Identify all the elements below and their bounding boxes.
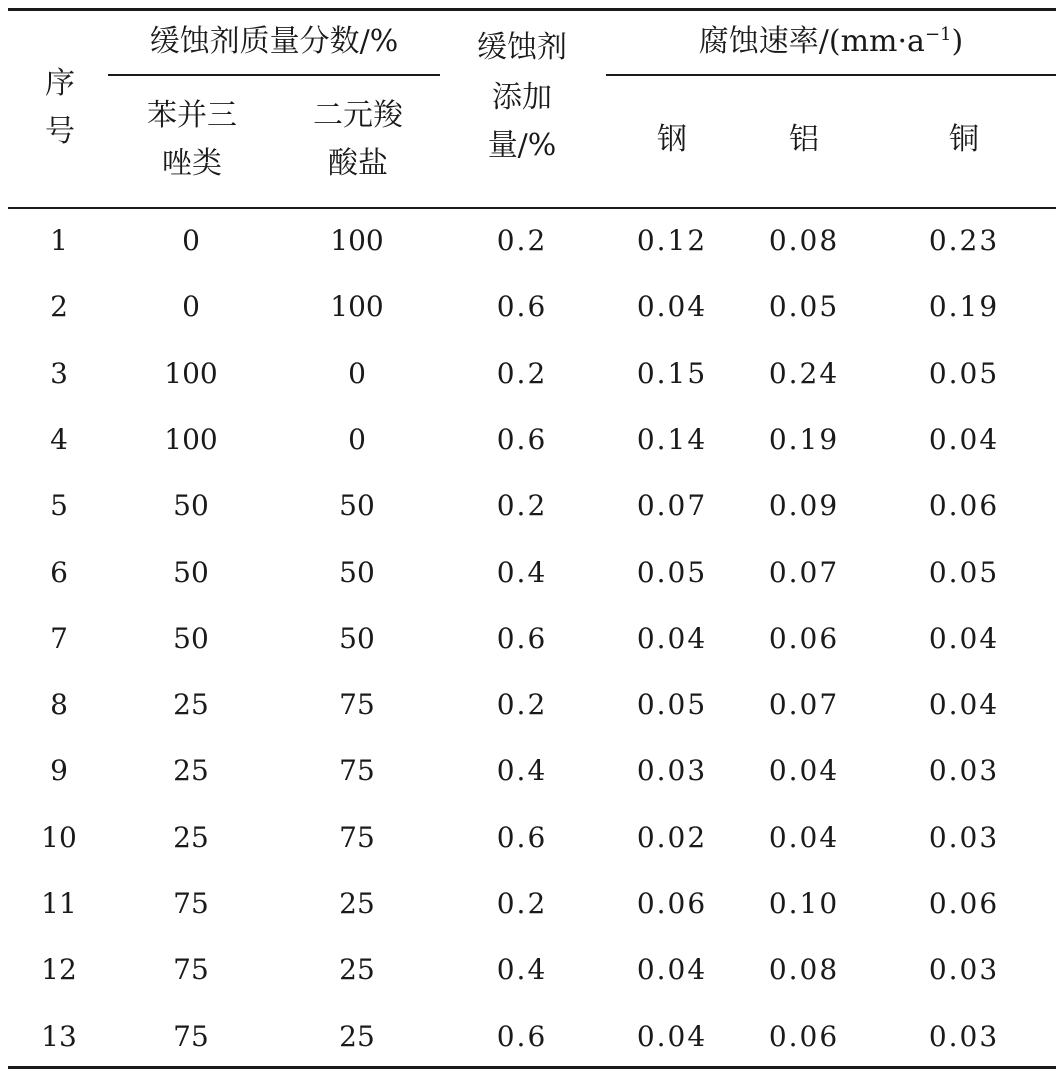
table-cell: 6 xyxy=(50,555,68,589)
table-cell: 0.04 xyxy=(928,688,1000,722)
header-dicarboxylate: 二元羧 酸盐 xyxy=(313,98,403,181)
table-cell: 8 xyxy=(50,688,68,722)
table-cell: 75 xyxy=(173,953,209,987)
table-cell: 100 xyxy=(164,422,218,456)
table-cell: 50 xyxy=(339,621,375,655)
table-cell: 4 xyxy=(50,422,68,456)
table-cell: 0.06 xyxy=(928,887,1000,920)
table-cell: 0.2 xyxy=(496,489,548,523)
header-mass-fraction: 缓蚀剂质量分数/% xyxy=(149,24,399,59)
table-cell: 0.24 xyxy=(768,356,840,390)
table-cell: 0.04 xyxy=(636,621,708,655)
table-cell: 1 xyxy=(50,224,68,257)
table-cell: 0.04 xyxy=(636,953,708,987)
table-cell: 0.07 xyxy=(768,688,840,722)
table-cell: 0.6 xyxy=(496,1019,548,1053)
table-cell: 7 xyxy=(50,621,68,655)
table-cell: 50 xyxy=(339,489,375,523)
corrosion-rate-subrule xyxy=(606,74,1056,76)
table-cell: 5 xyxy=(50,489,68,523)
table-cell: 0.2 xyxy=(496,224,548,257)
table-cell: 0.07 xyxy=(636,489,708,523)
header-additive: 缓蚀剂 添加 量/% xyxy=(477,30,567,163)
table-cell: 0.04 xyxy=(636,1019,708,1053)
table-cell: 0.2 xyxy=(496,356,548,390)
table-cell: 0.06 xyxy=(768,621,840,655)
table-cell: 50 xyxy=(173,555,209,589)
table-cell: 13 xyxy=(41,1019,77,1053)
table-cell: 0.23 xyxy=(928,224,1000,257)
table-cell: 75 xyxy=(173,1019,209,1053)
table-cell: 10 xyxy=(41,820,77,854)
table-cell: 25 xyxy=(173,754,209,788)
table-cell: 0.03 xyxy=(928,754,1000,788)
table-cell: 75 xyxy=(339,688,375,722)
header-corrosion-rate: 腐蚀速率$/(mm\cdot a^{-1})$ xyxy=(698,24,964,59)
header-steel: 钢 xyxy=(657,122,687,157)
table-cell: 25 xyxy=(339,887,375,920)
table-cell: 0.6 xyxy=(496,820,548,854)
table-cell: 0.05 xyxy=(928,555,1000,589)
table-cell: 0.02 xyxy=(636,820,708,854)
mass-fraction-subrule xyxy=(108,74,440,76)
table-cell: 0.2 xyxy=(496,887,548,920)
table-cell: 0.04 xyxy=(636,290,708,324)
table-cell: 0.15 xyxy=(636,356,708,390)
table-cell: 0.2 xyxy=(496,688,548,722)
header-bottom-rule xyxy=(8,207,1056,209)
table-cell: 0.08 xyxy=(768,224,840,257)
table-cell: 12 xyxy=(41,953,77,987)
table-cell: 0 xyxy=(348,356,366,390)
header-benzotriazole: 苯并三 唑类 xyxy=(147,98,237,181)
table-cell: 0.6 xyxy=(496,290,548,324)
table-cell: 0.05 xyxy=(636,688,708,722)
table-cell: 50 xyxy=(339,555,375,589)
table-cell: 0 xyxy=(182,290,200,324)
table-cell: 0.04 xyxy=(768,754,840,788)
table-cell: 9 xyxy=(50,754,68,788)
table-cell: 100 xyxy=(330,290,384,324)
header-copper: 铜 xyxy=(949,122,979,157)
table-cell: 0 xyxy=(348,422,366,456)
table-cell: 75 xyxy=(173,887,209,920)
table-cell: 0.06 xyxy=(928,489,1000,523)
table-cell: 0.4 xyxy=(496,754,548,788)
table-cell: 2 xyxy=(50,290,68,324)
table-cell: 0.04 xyxy=(768,820,840,854)
table-cell: 100 xyxy=(330,224,384,257)
table-cell: 0.14 xyxy=(636,422,708,456)
table-cell: 50 xyxy=(173,621,209,655)
bottom-rule xyxy=(8,1066,1056,1069)
table-cell: 0.06 xyxy=(636,887,708,920)
table-cell: 0.03 xyxy=(928,1019,1000,1053)
table-cell: 25 xyxy=(173,688,209,722)
table-cell: 0.19 xyxy=(928,290,1000,324)
table-cell: 0.19 xyxy=(768,422,840,456)
table-cell: 0.05 xyxy=(636,555,708,589)
table-cell: 75 xyxy=(339,754,375,788)
table-cell: 0.07 xyxy=(768,555,840,589)
header-aluminum: 铝 xyxy=(789,122,819,157)
top-rule xyxy=(8,8,1056,11)
table-cell: 25 xyxy=(173,820,209,854)
table-cell: 0.04 xyxy=(928,422,1000,456)
table-cell: 0.12 xyxy=(636,224,708,257)
table-cell: 75 xyxy=(339,820,375,854)
table-cell: 0.4 xyxy=(496,953,548,987)
table-cell: 0.04 xyxy=(928,621,1000,655)
table-cell: 0.4 xyxy=(496,555,548,589)
table-cell: 0.03 xyxy=(928,953,1000,987)
table-cell: 0.05 xyxy=(768,290,840,324)
table-cell: 11 xyxy=(41,887,77,920)
header-seq: 序 号 xyxy=(45,66,75,149)
table-cell: 0.6 xyxy=(496,422,548,456)
table-cell: 25 xyxy=(339,1019,375,1053)
table-cell: 0.03 xyxy=(928,820,1000,854)
table-cell: 25 xyxy=(339,953,375,987)
table-cell: 50 xyxy=(173,489,209,523)
table-cell: 100 xyxy=(164,356,218,390)
table-cell: 0.6 xyxy=(496,621,548,655)
table-cell: 3 xyxy=(50,356,68,390)
table-cell: 0.03 xyxy=(636,754,708,788)
table-cell: 0.08 xyxy=(768,953,840,987)
table-cell: 0.06 xyxy=(768,1019,840,1053)
table-cell: 0.05 xyxy=(928,356,1000,390)
table-cell: 0.10 xyxy=(768,887,840,920)
table-cell: 0.09 xyxy=(768,489,840,523)
table-cell: 0 xyxy=(182,224,200,257)
